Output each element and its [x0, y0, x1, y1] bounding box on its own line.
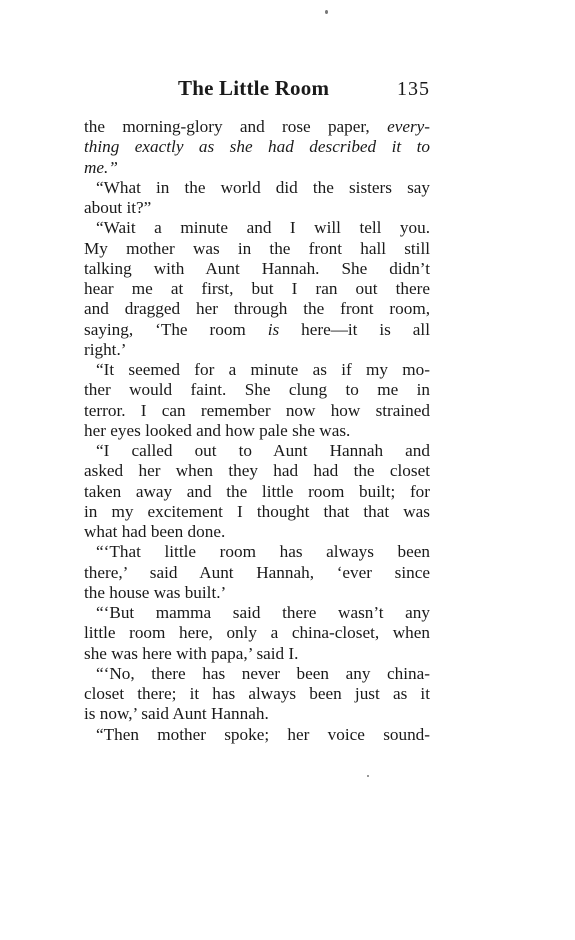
text-line: saying, ‘The room is here—it is all [84, 319, 430, 339]
text-line: terror. I can remember now how strained [84, 400, 430, 420]
text-line: in my excitement I thought that that was [84, 501, 430, 521]
text-line: “‘No, there has never been any china- [96, 663, 430, 683]
text-line: asked her when they had had the closet [84, 461, 430, 481]
text-line: her eyes looked and how pale she was. [84, 420, 351, 440]
text-line: ther would faint. She clung to me in [84, 380, 430, 400]
text-line: “‘That little room has always been [96, 542, 430, 562]
text-line: “It seemed for a minute as if my mo- [96, 360, 430, 379]
text-line: what had been done. [84, 522, 226, 541]
text-line: little room here, only a china-closet, when [84, 623, 430, 643]
text-line: “What in the world did the sisters say [96, 177, 430, 197]
text-line: My mother was in the front hall still [84, 238, 430, 258]
text-line: talking with Aunt Hannah. She didn’t [84, 258, 430, 278]
ink-speck [325, 10, 328, 14]
text-line: taken away and the little room built; for [84, 481, 430, 501]
text-line: “Then mother spoke; her voice sound- [96, 724, 430, 744]
text-line: me.” [84, 157, 118, 177]
text-line: “Wait a minute and I will tell you. [96, 218, 430, 238]
text-line: “I called out to Aunt Hannah and [96, 441, 430, 460]
text-line: is now,’ said Aunt Hannah. [84, 704, 269, 724]
running-title: The Little Room [178, 76, 330, 100]
text-line: “‘But mamma said there wasn’t any [96, 603, 430, 622]
page-body [84, 117, 430, 745]
text-line: there,’ said Aunt Hannah, ‘ever since [84, 562, 430, 582]
text-line: right.’ [84, 339, 127, 359]
page-header [84, 76, 430, 106]
text-line: closet there; it has always been just as it [84, 684, 430, 703]
text-line: and dragged her through the front room, [84, 299, 430, 319]
text-line: about it?” [84, 198, 152, 217]
text-line: she was here with papa,’ said I. [84, 643, 299, 663]
text-line: hear me at first, but I ran out there [84, 279, 430, 298]
text-line: the house was built.’ [84, 582, 227, 602]
ink-speck [367, 775, 369, 777]
text-line: the morning-glory and rose paper, every- [84, 117, 430, 136]
page-number: 135 [397, 78, 430, 100]
text-line: thing exactly as she had described it to [84, 137, 430, 157]
